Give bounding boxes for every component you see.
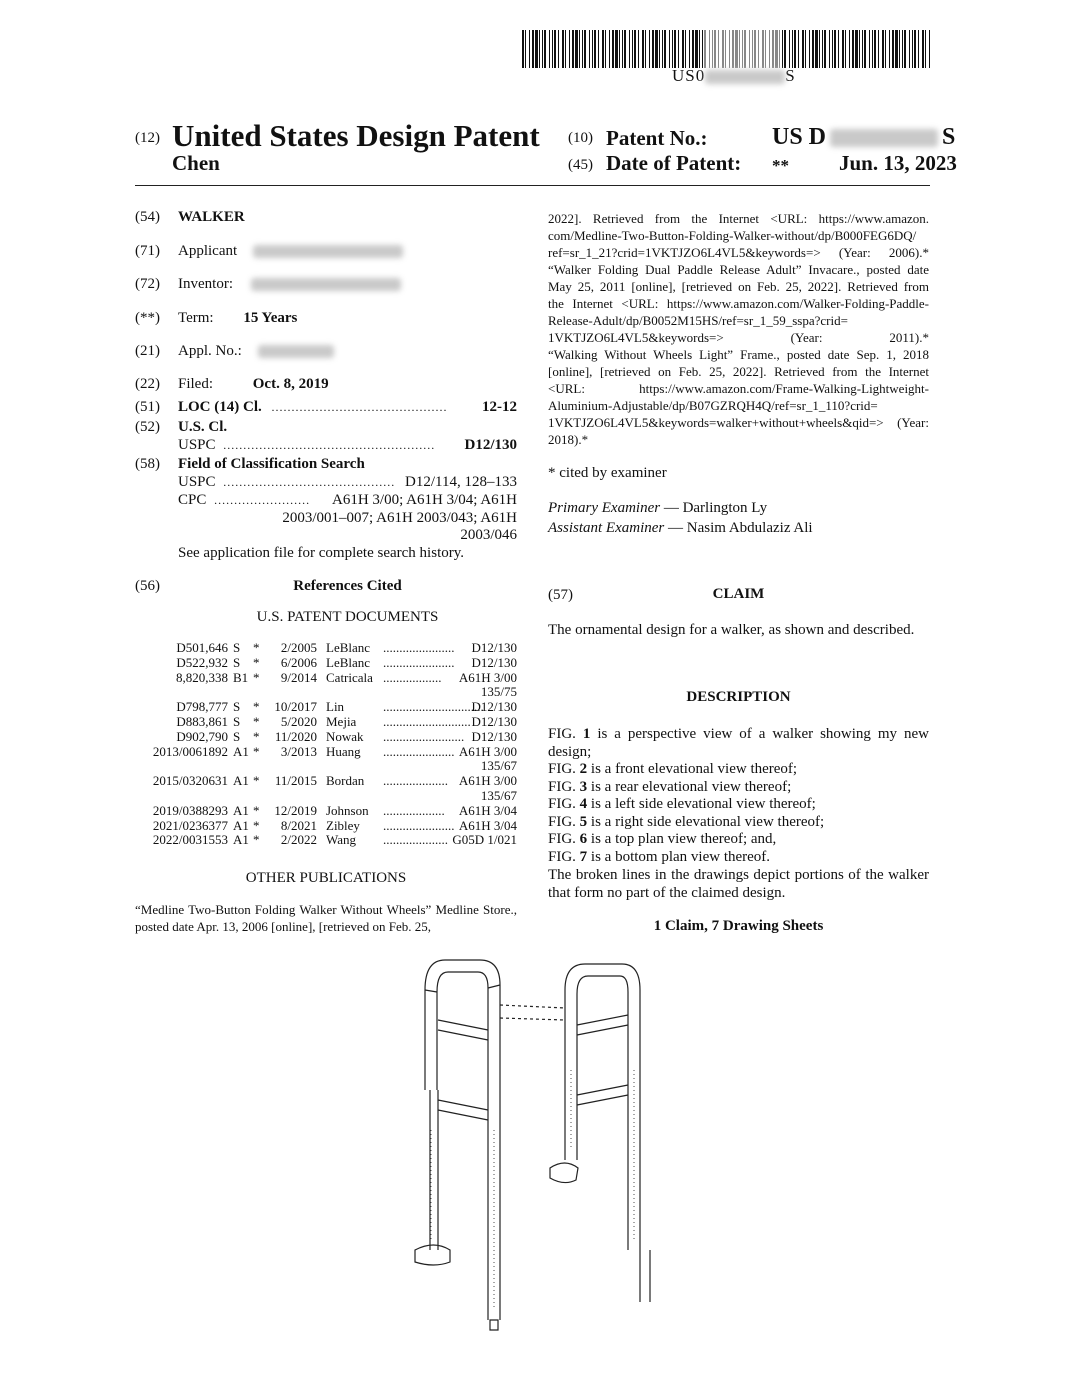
figure-description: FIG. 2 is a front elevational view thereof;: [548, 761, 798, 777]
barcode-bar: [782, 30, 783, 68]
ref-number: D798,777: [176, 699, 228, 715]
barcode-bar: [929, 30, 930, 68]
field-search-cpc: CPC ........................ A61H 3/00; A61H 3/04; A61H: [178, 492, 517, 508]
ref-class: A61H 3/04: [458, 817, 517, 833]
barcode-bar: [589, 30, 590, 68]
barcode-bar: [772, 30, 774, 68]
ref-dots: .........................: [383, 728, 465, 744]
barcode-number: US0 S: [672, 66, 796, 85]
date-code: (45): [568, 157, 593, 173]
barcode-bar: [809, 30, 810, 68]
barcode-bar: [598, 30, 599, 68]
inventor-surname: Chen: [172, 151, 220, 175]
barcode-bar: [609, 30, 610, 68]
figure-description: FIG. 6 is a top plan view thereof; and,: [548, 831, 777, 847]
barcode-bar: [532, 30, 534, 68]
figure-descriptions: [548, 726, 929, 866]
barcode-bar: [762, 30, 764, 68]
patent-number: US D S: [772, 124, 956, 150]
field-inventor: (72) Inventor:: [135, 276, 401, 293]
other-publications-right: [548, 210, 929, 448]
barcode-bar: [572, 30, 574, 68]
us-patent-documents-heading: U.S. PATENT DOCUMENTS: [256, 609, 439, 625]
ref-dots: ...........................: [383, 714, 471, 729]
field-title: (54) WALKER: [135, 209, 245, 225]
ref-class: A61H 3/04: [458, 802, 517, 818]
other-publication-line: May 25, 2011 [online], [retrieved on Feb. 25, 2022]. Retrieved from: [548, 279, 929, 294]
barcode-bar: [602, 30, 604, 68]
barcode-bar: [779, 30, 780, 68]
ref-date: 10/2017: [274, 699, 317, 715]
barcode-bar: [878, 30, 879, 68]
ref-class-secondary: 135/67: [480, 758, 517, 774]
barcode-bar: [842, 30, 844, 68]
barcode-bar: [864, 30, 866, 68]
field-loc: (51) LOC (14) Cl. ............................................ 12-12: [135, 399, 517, 415]
barcode-bar: [744, 30, 746, 68]
barcode-bar: [895, 30, 898, 68]
cited-by-examiner-note: * cited by examiner: [548, 465, 667, 481]
ref-inventor: LeBlanc: [326, 640, 371, 655]
ref-star: *: [253, 654, 260, 670]
barcode-bar: [794, 30, 796, 68]
references-heading: References Cited: [293, 578, 402, 594]
barcode-bar: [752, 30, 753, 68]
ref-class: D12/130: [471, 714, 517, 729]
field-appl-no: (21) Appl. No.:: [135, 343, 334, 360]
ref-class: A61H 3/00: [458, 669, 517, 685]
barcode-bar: [695, 30, 698, 68]
ref-dots: ......................: [383, 817, 455, 833]
barcode-bar: [792, 30, 793, 68]
field-filed: (22) Filed: Oct. 8, 2019: [135, 376, 329, 392]
ref-star: *: [253, 714, 260, 729]
ref-inventor: LeBlanc: [326, 654, 371, 670]
other-publication-line: ref=sr_1_21?crid=1VKTJZO6L4VL5&keywords=> (Year: 2006).*: [548, 245, 929, 260]
barcode-bar: [634, 30, 636, 68]
barcode-bar: [769, 30, 770, 68]
us-references-table: [135, 640, 517, 850]
barcode-bar: [735, 30, 738, 68]
field-classification-search: (58) Field of Classification Search: [135, 456, 365, 472]
barcode-bar: [885, 30, 886, 68]
barcode-bar: [642, 30, 644, 68]
field-search-cpc-line3: 2003/046: [460, 527, 517, 543]
ref-inventor: Nowak: [326, 728, 364, 744]
ref-date: 3/2013: [280, 743, 317, 759]
ref-number: 2019/0388293: [152, 802, 228, 818]
ref-star: *: [253, 817, 260, 833]
ref-number: D522,932: [176, 654, 228, 670]
barcode-bar: [584, 30, 586, 68]
patent-no-label: Patent No.:: [606, 126, 708, 150]
ref-dots: ....................: [383, 773, 448, 789]
barcode-bar: [569, 30, 570, 68]
ref-inventor: Zibley: [326, 817, 360, 833]
ref-date: 8/2021: [280, 817, 317, 833]
barcode-bar: [775, 30, 778, 68]
barcode-bar: [892, 30, 894, 68]
barcode-bar: [704, 30, 706, 68]
barcode-bar: [722, 30, 724, 68]
barcode-bar: [845, 30, 846, 68]
barcode-bar: [859, 30, 860, 68]
barcode-bar: [899, 30, 900, 68]
barcode-bar: [565, 30, 566, 68]
barcode-bar: [824, 30, 826, 68]
claim-text: The ornamental design for a walker, as shown and described.: [548, 622, 915, 638]
barcode-bar: [605, 30, 606, 68]
other-publication-line: 1VKTJZO6L4VL5&keywords=> (Year: 2011).*: [548, 330, 929, 345]
barcode-bar: [712, 30, 713, 68]
barcode-bar: [852, 30, 854, 68]
ref-date: 12/2019: [274, 802, 317, 818]
barcode-bar: [659, 30, 660, 68]
barcode-bar: [789, 30, 790, 68]
broken-lines-statement: The broken lines in the drawings depict portions of the walker that form no part of the claimed design.: [548, 867, 929, 901]
barcode-bar: [669, 30, 670, 68]
ref-class: D12/130: [471, 654, 517, 670]
barcode-bar: [562, 30, 564, 68]
ref-kind: A1: [233, 802, 249, 818]
barcode-bar: [579, 30, 580, 68]
ref-inventor: Johnson: [326, 802, 369, 818]
barcode-bar: [678, 30, 679, 68]
other-publications-left: “Medline Two-Button Folding Walker Without Wheels” Medline Store., posted date Apr. 13, 2006 [online], [retrieved on Feb. 25,: [135, 902, 517, 934]
barcode-bar: [612, 30, 614, 68]
barcode-bar: [862, 30, 863, 68]
barcode-bar: [652, 30, 654, 68]
barcode-bar: [542, 30, 543, 68]
ref-kind: S: [233, 640, 241, 655]
barcode-bar: [525, 30, 526, 68]
barcode-bar: [758, 30, 759, 68]
barcode-bar: [664, 30, 666, 68]
barcode-bar: [662, 30, 663, 68]
barcode-bar: [718, 30, 719, 68]
barcode-bar: [765, 30, 766, 68]
ref-star: *: [253, 728, 260, 744]
date-mark: **: [772, 156, 789, 175]
primary-examiner: Primary Examiner — Darlington Ly: [548, 500, 768, 516]
ref-inventor: Catricala: [326, 669, 373, 685]
barcode-bar: [594, 30, 596, 68]
ref-class: A61H 3/00: [458, 743, 517, 759]
barcode-bar: [649, 30, 650, 68]
barcode-bar: [709, 30, 710, 68]
barcode-bar: [855, 30, 858, 68]
claim-code: (57): [548, 587, 573, 603]
header-rule: [135, 185, 930, 186]
barcode-bar: [872, 30, 873, 68]
barcode-bar: [645, 30, 646, 68]
other-publication-line: 1VKTJZO6L4VL5&keywords=walker+without+wheels&qid=> (Year:: [548, 415, 929, 430]
ref-star: *: [253, 743, 260, 759]
barcode-bar: [615, 30, 618, 68]
other-publication-line: “Walking Without Wheels Light” Frame., posted date Sep. 1, 2018: [548, 347, 929, 362]
barcode-bar: [575, 30, 578, 68]
ref-dots: ...............................: [383, 699, 484, 715]
figure-description: FIG. 5 is a right side elevational view thereof;: [548, 813, 825, 830]
other-publication-line: <URL: https://www.amazon.com/Frame-Walking-Lightweight-: [548, 381, 929, 396]
barcode-bar: [725, 30, 726, 68]
barcode-bar: [882, 30, 884, 68]
ref-date: 9/2014: [280, 669, 317, 685]
barcode-bar: [539, 30, 540, 68]
barcode-bar: [685, 30, 686, 68]
ref-kind: A1: [233, 817, 249, 833]
barcode-bar: [522, 30, 524, 68]
ref-date: 2/2022: [280, 832, 317, 848]
barcode-bar: [619, 30, 620, 68]
barcode-bar: [739, 30, 740, 68]
barcode-bar: [874, 30, 876, 68]
claims-sheets-summary: 1 Claim, 7 Drawing Sheets: [653, 918, 824, 934]
field-search-note: See application file for complete search history.: [178, 545, 465, 561]
barcode-bar: [622, 30, 623, 68]
date-label: Date of Patent:: [606, 151, 742, 175]
barcode-bar: [732, 30, 734, 68]
field-us-cl: (52) U.S. Cl.: [135, 419, 228, 435]
barcode-bar: [624, 30, 626, 68]
barcode-bar: [909, 30, 910, 68]
barcode-bar: [692, 30, 694, 68]
barcode-bar: [815, 30, 818, 68]
other-publication-line: the Internet <URL: https://www.amazon.com/Walker-Folding-Paddle-: [548, 296, 929, 311]
barcode-bar: [889, 30, 890, 68]
ref-dots: ..................: [383, 669, 442, 685]
barcode-bar: [819, 30, 820, 68]
barcode-bar: [682, 30, 684, 68]
barcode-bar: [529, 30, 530, 68]
figure-description: FIG. 4 is a left side elevational view thereof;: [548, 796, 816, 812]
ref-inventor: Lin: [326, 699, 345, 715]
barcode-bar: [912, 30, 913, 68]
ref-star: *: [253, 640, 260, 655]
field-search-uspc: USPC ........................................... D12/114, 128–133: [178, 474, 517, 490]
ref-class-secondary: 135/75: [480, 684, 517, 700]
ref-dots: ....................: [383, 832, 448, 848]
barcode-bar: [832, 30, 833, 68]
ref-kind: A1: [233, 743, 249, 759]
barcode-bar: [672, 30, 673, 68]
ref-number: 8,820,338: [176, 669, 228, 685]
ref-date: 11/2015: [274, 773, 317, 789]
ref-kind: S: [233, 654, 241, 670]
ref-date: 6/2006: [280, 654, 317, 670]
ref-star: *: [253, 669, 260, 685]
other-publication-line: Release-Adult/dp/B0052M15HS/ref=sr_1_59_sspa?crid=: [548, 313, 848, 328]
other-publication-line: com/Medline-Two-Button-Folding-Walker-without/dp/B000FEG6DQ/: [548, 228, 917, 243]
ref-kind: A1: [233, 773, 249, 789]
field-search-cpc-line2: 2003/001–007; A61H 2003/043; A61H: [282, 510, 517, 526]
other-publications-heading: OTHER PUBLICATIONS: [245, 870, 407, 886]
ref-number: 2021/0236377: [152, 817, 228, 833]
ref-star: *: [253, 699, 260, 715]
barcode-bar: [702, 30, 703, 68]
ref-class-secondary: 135/67: [480, 788, 517, 803]
barcode-bar: [838, 30, 839, 68]
ref-number: D501,646: [176, 640, 228, 655]
other-publication-line: 2022]. Retrieved from the Internet <URL: https://www.amazon.: [548, 211, 929, 226]
description-heading: DESCRIPTION: [686, 689, 791, 705]
patent-type-title: United States Design Patent: [172, 118, 540, 153]
ref-number: 2015/0320631: [152, 773, 228, 789]
ref-inventor: Mejia: [326, 714, 357, 729]
barcode-bar: [629, 30, 630, 68]
ref-kind: S: [233, 728, 241, 744]
barcode-bar: [729, 30, 730, 68]
barcode-bar: [805, 30, 806, 68]
barcode-bar: [689, 30, 690, 68]
figure-description: FIG. 3 is a rear elevational view thereof;: [548, 778, 792, 795]
barcode-bar: [914, 30, 916, 68]
ref-dots: ...................: [383, 802, 445, 818]
field-applicant: (71) Applicant: [135, 243, 403, 260]
other-publication-line: “Walker Folding Dual Paddle Release Adult” Invacare., posted date: [548, 262, 929, 277]
figure-description: FIG. 7 is a bottom plan view thereof.: [548, 848, 771, 865]
ref-inventor: Bordan: [326, 773, 365, 789]
ref-class: D12/130: [471, 640, 517, 655]
barcode-bar: [655, 30, 658, 68]
barcode-bar: [834, 30, 836, 68]
barcode-bar: [558, 30, 559, 68]
barcode-bar: [822, 30, 823, 68]
ref-kind: A1: [233, 832, 249, 848]
ref-date: 5/2020: [280, 714, 317, 729]
barcode-bar: [849, 30, 850, 68]
barcode-bar: [904, 30, 906, 68]
barcode-bar: [552, 30, 553, 68]
date-of-patent: Jun. 13, 2023: [839, 151, 957, 175]
ref-dots: ......................: [383, 654, 455, 670]
barcode-bar: [918, 30, 919, 68]
figure-description: FIG. 1 is a perspective view of a walker showing my new design;: [548, 726, 929, 760]
barcode: [522, 30, 930, 68]
ref-class: D12/130: [471, 699, 517, 715]
barcode-bar: [742, 30, 743, 68]
barcode-bar: [699, 30, 700, 68]
barcode-bar: [549, 30, 550, 68]
barcode-bar: [535, 30, 538, 68]
ref-dots: ......................: [383, 743, 455, 759]
barcode-bar: [784, 30, 786, 68]
ref-star: *: [253, 773, 260, 789]
ref-inventor: Wang: [326, 832, 356, 848]
barcode-bar: [554, 30, 556, 68]
barcode-bar: [749, 30, 750, 68]
barcode-bar: [754, 30, 756, 68]
ref-number: D883,861: [176, 714, 228, 729]
ref-number: 2022/0031553: [152, 832, 228, 848]
barcode-bar: [582, 30, 583, 68]
walker-drawing: [400, 950, 680, 1335]
other-publication-line: Aluminium-Adjustable/dp/B07GZRQH4Q/ref=sr_1_110?crid=: [548, 398, 878, 413]
references-code: (56): [135, 578, 160, 594]
type-code: (12): [135, 130, 160, 146]
field-term: (**) Term: 15 Years: [135, 310, 298, 326]
barcode-bar: [632, 30, 633, 68]
ref-number: D902,790: [176, 728, 228, 744]
barcode-bar: [592, 30, 593, 68]
barcode-bar: [922, 30, 924, 68]
barcode-bar: [869, 30, 870, 68]
barcode-bar: [544, 30, 546, 68]
other-publication-line: [online], [retrieved on Feb. 25, 2022]. Retrieved from the Internet: [548, 364, 929, 379]
barcode-bar: [902, 30, 903, 68]
field-us-cl-uspc: USPC ..................................................... D12/130: [178, 437, 517, 453]
barcode-bar: [674, 30, 676, 68]
ref-date: 11/2020: [274, 728, 317, 744]
ref-class: D12/130: [471, 728, 517, 744]
barcode-bar: [638, 30, 639, 68]
ref-kind: S: [233, 714, 241, 729]
barcode-bar: [829, 30, 830, 68]
ref-kind: S: [233, 699, 241, 715]
ref-inventor: Huang: [326, 743, 361, 759]
barcode-bar: [925, 30, 926, 68]
ref-star: *: [253, 832, 260, 848]
barcode-bar: [812, 30, 814, 68]
ref-class: A61H 3/00: [458, 773, 517, 789]
barcode-bar: [798, 30, 799, 68]
claim-heading: CLAIM: [712, 586, 765, 602]
ref-date: 2/2005: [280, 640, 317, 655]
patent-no-code: (10): [568, 130, 593, 146]
barcode-bar: [802, 30, 804, 68]
ref-dots: ......................: [383, 640, 455, 655]
ref-star: *: [253, 802, 260, 818]
ref-kind: B1: [233, 669, 249, 685]
ref-number: 2013/0061892: [152, 743, 228, 759]
other-publication-line: 2018).*: [548, 432, 589, 447]
ref-class: G05D 1/021: [452, 832, 517, 848]
assistant-examiner: Assistant Examiner — Nasim Abdulaziz Ali: [548, 520, 813, 536]
barcode-bar: [714, 30, 716, 68]
